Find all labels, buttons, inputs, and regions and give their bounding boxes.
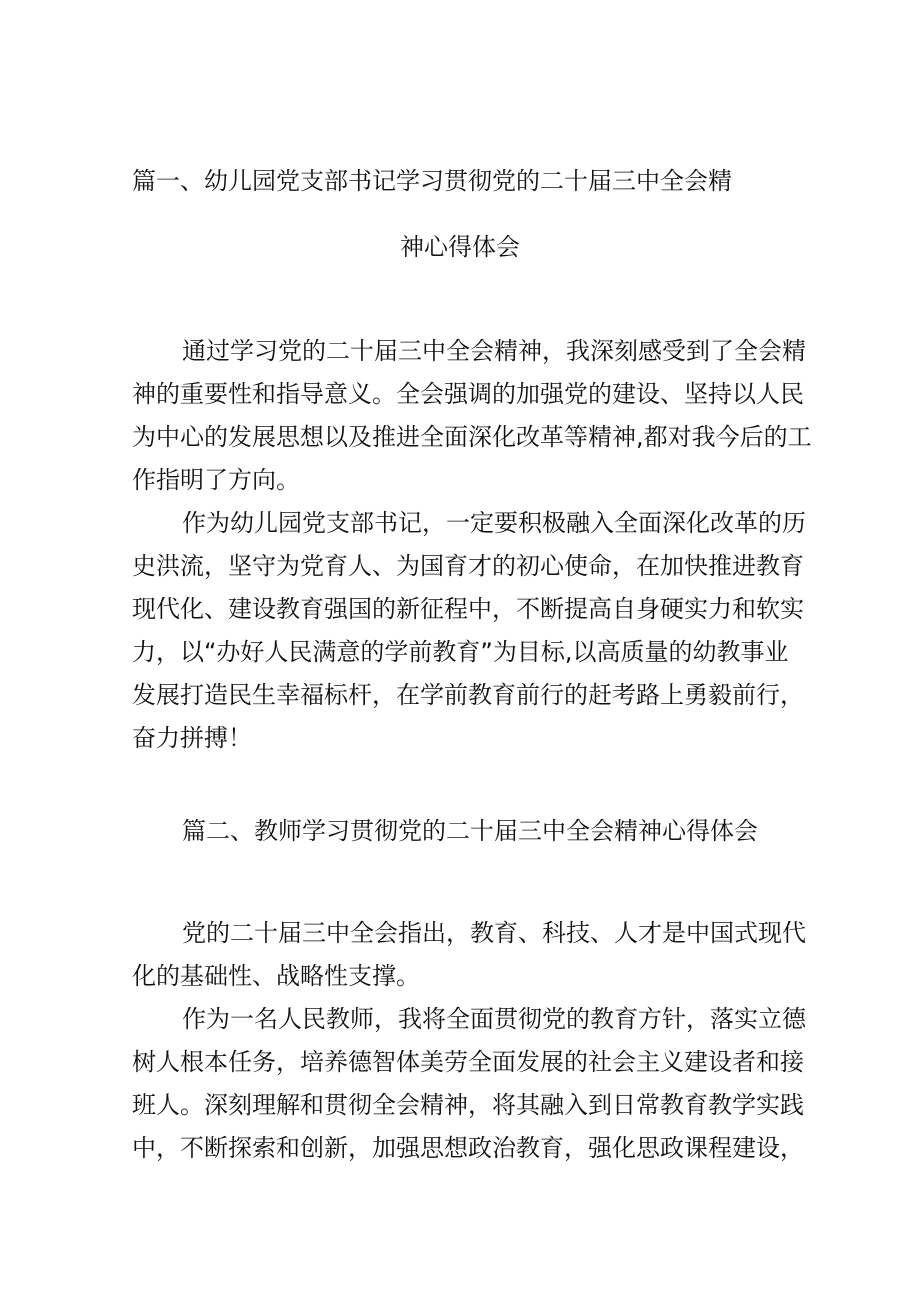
section2-p2-line1: 作为一名人民教师，我将全面贯彻党的教育方针，落实立德	[182, 1005, 806, 1033]
section1-p2-line3: 现代化、建设教育强国的新征程中，不断提高自身硬实力和软实	[132, 595, 804, 623]
section1-p1-line4: 作指明了方向。	[132, 466, 300, 494]
section2-p1-line1: 党的二十届三中全会指出，教育、科技、人才是中国式现代	[182, 919, 806, 947]
section1-p2-line1: 作为幼儿园党支部书记，一定要积极融入全面深化改革的历	[182, 509, 806, 537]
section1-p2-line2: 史洪流，坚守为党育人、为国育才的初心使命，在加快推进教育	[132, 552, 804, 580]
section1-p1-line1: 通过学习党的二十届三中全会精神，我深刻感受到了全会精	[182, 337, 806, 365]
section2-p2-line4: 中，不断探索和创新，加强思想政治教育，强化思政课程建设，	[132, 1134, 804, 1162]
section2-p1-line2: 化的基础性、战略性支撑。	[132, 962, 420, 990]
section2-p2-line3: 班人。深刻理解和贯彻全会精神，将其融入到日常教育教学实践	[132, 1091, 804, 1119]
section1-p1-line3: 为中心的发展思想以及推进全面深化改革等精神,都对我今后的工	[132, 423, 812, 451]
section1-title-line2: 神心得体会	[400, 233, 520, 261]
section1-p2-line5: 发展打造民生幸福标杆，在学前教育前行的赶考路上勇毅前行，	[132, 681, 804, 709]
section1-p2-line6: 奋力拼搏！	[132, 724, 252, 752]
section1-p1-line2: 神的重要性和指导意义。全会强调的加强党的建设、坚持以人民	[132, 380, 804, 408]
section1-p2-line4: 力，以“办好人民满意的学前教育”为目标,以高质量的幼教事业	[132, 638, 789, 666]
section2-p2-line2: 树人根本任务，培养德智体美劳全面发展的社会主义建设者和接	[132, 1048, 804, 1076]
section2-title: 篇二、教师学习贯彻党的二十届三中全会精神心得体会	[182, 817, 758, 845]
section1-title-line1: 篇一、幼儿园党支部书记学习贯彻党的二十届三中全会精	[132, 167, 732, 195]
